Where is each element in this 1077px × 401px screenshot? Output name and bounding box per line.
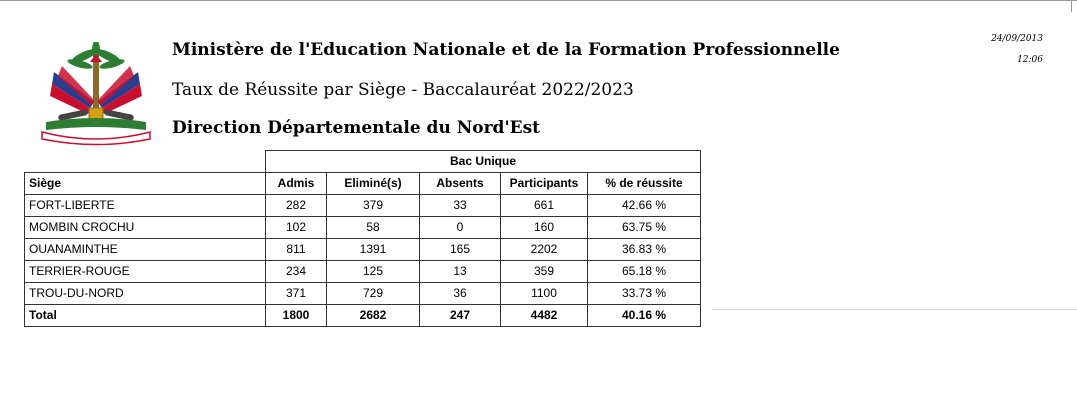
total-reussite-cell: 40.16 % xyxy=(588,305,701,327)
total-admis-cell: 1800 xyxy=(266,305,327,327)
elimines-cell: 125 xyxy=(327,261,420,283)
table-row xyxy=(25,239,701,261)
report-date: 24/09/2013 xyxy=(991,34,1043,44)
admis-cell: 282 xyxy=(266,195,327,217)
haiti-coat-of-arms-icon xyxy=(32,42,160,148)
elimines-cell: 379 xyxy=(327,195,420,217)
absents-cell: 0 xyxy=(420,217,501,239)
total-label-cell: Total xyxy=(25,305,266,327)
total-absents-cell: 247 xyxy=(420,305,501,327)
reussite-cell: 65.18 % xyxy=(588,261,701,283)
separator-line xyxy=(712,309,1077,310)
reussite-cell: 33.73 % xyxy=(588,283,701,305)
admis-cell: 234 xyxy=(266,261,327,283)
column-header-row xyxy=(25,173,701,195)
col-siege: Siège xyxy=(25,173,266,195)
siege-cell: OUANAMINTHE xyxy=(25,239,266,261)
admis-cell: 811 xyxy=(266,239,327,261)
absents-cell: 13 xyxy=(420,261,501,283)
col-participants: Participants xyxy=(501,173,588,195)
participants-cell: 160 xyxy=(501,217,588,239)
elimines-cell: 729 xyxy=(327,283,420,305)
reussite-cell: 63.75 % xyxy=(588,217,701,239)
col-admis: Admis xyxy=(266,173,327,195)
absents-cell: 36 xyxy=(420,283,501,305)
admis-cell: 102 xyxy=(266,217,327,239)
report-time: 12:06 xyxy=(1017,55,1043,65)
total-row xyxy=(25,305,701,327)
report-subtitle: Taux de Réussite par Siège - Baccalauréat 2022/2023 xyxy=(172,80,634,100)
elimines-cell: 58 xyxy=(327,217,420,239)
absents-cell: 33 xyxy=(420,195,501,217)
table-row xyxy=(25,283,701,305)
col-absents: Absents xyxy=(420,173,501,195)
direction-title: Direction Départementale du Nord'Est xyxy=(172,118,541,138)
corner-border-line xyxy=(1071,0,1072,12)
bac-unique-header: Bac Unique xyxy=(266,151,701,173)
group-header-row xyxy=(25,151,701,173)
ministry-title: Ministère de l'Education Nationale et de la Formation Professionnelle xyxy=(172,40,840,60)
participants-cell: 661 xyxy=(501,195,588,217)
col-taux-reussite: % de réussite xyxy=(588,173,701,195)
table-row xyxy=(25,217,701,239)
table-row xyxy=(25,261,701,283)
results-table xyxy=(24,150,701,327)
participants-cell: 1100 xyxy=(501,283,588,305)
participants-cell: 2202 xyxy=(501,239,588,261)
reussite-cell: 42.66 % xyxy=(588,195,701,217)
top-border-line xyxy=(0,0,1077,1)
total-elimines-cell: 2682 xyxy=(327,305,420,327)
siege-cell: FORT-LIBERTE xyxy=(25,195,266,217)
siege-cell: MOMBIN CROCHU xyxy=(25,217,266,239)
absents-cell: 165 xyxy=(420,239,501,261)
siege-cell: TERRIER-ROUGE xyxy=(25,261,266,283)
col-elimines: Eliminé(s) xyxy=(327,173,420,195)
elimines-cell: 1391 xyxy=(327,239,420,261)
participants-cell: 359 xyxy=(501,261,588,283)
reussite-cell: 36.83 % xyxy=(588,239,701,261)
table-row xyxy=(25,195,701,217)
siege-cell: TROU-DU-NORD xyxy=(25,283,266,305)
empty-corner-cell xyxy=(25,151,266,173)
admis-cell: 371 xyxy=(266,283,327,305)
total-participants-cell: 4482 xyxy=(501,305,588,327)
